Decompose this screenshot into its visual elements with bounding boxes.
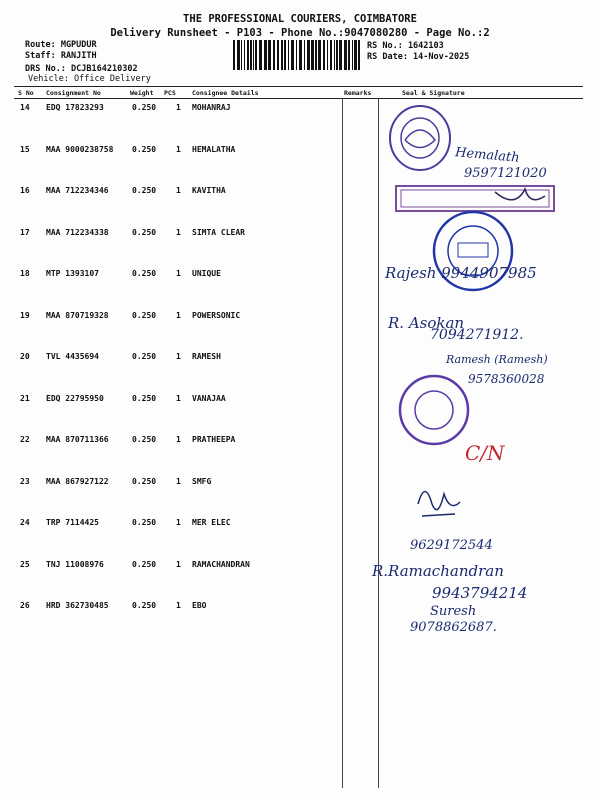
- row-weight: 0.250: [132, 518, 157, 527]
- row-consignment-no: MAA 712234346: [46, 186, 109, 195]
- barcode-bar: [323, 40, 325, 70]
- row-weight: 0.250: [132, 269, 157, 278]
- row-consignee: VANAJAA: [192, 394, 226, 403]
- col-weight: Weight: [130, 89, 154, 97]
- row-pcs: 1: [176, 311, 181, 320]
- row-consignment-no: MAA 9000238758: [46, 145, 114, 154]
- page-subtitle: Delivery Runsheet - P103 - Phone No.:9047080280 - Page No.:2: [110, 27, 490, 39]
- barcode-image: [233, 40, 362, 70]
- barcode-bar: [253, 40, 254, 70]
- row-weight: 0.250: [132, 145, 157, 154]
- row-sno: 14: [20, 103, 30, 112]
- row-pcs: 1: [176, 352, 181, 361]
- row-pcs: 1: [176, 435, 181, 444]
- barcode-bar: [304, 40, 305, 70]
- barcode-bar: [358, 40, 360, 70]
- row-weight: 0.250: [132, 103, 157, 112]
- row-sno: 24: [20, 518, 30, 527]
- barcode-bar: [291, 40, 294, 70]
- barcode-bar: [336, 40, 338, 70]
- handwritten-hemalatha-phone: 9597121020: [464, 166, 547, 181]
- handwritten-ramesh-phone: 9578360028: [468, 372, 545, 386]
- row-sno: 15: [20, 145, 30, 154]
- barcode-bar: [244, 40, 245, 70]
- header-top-rule: [14, 86, 583, 87]
- col-consignee: Consignee Details: [192, 89, 259, 97]
- row-pcs: 1: [176, 394, 181, 403]
- row-weight: 0.250: [132, 311, 157, 320]
- row-pcs: 1: [176, 269, 181, 278]
- page-title: THE PROFESSIONAL COURIERS, COIMBATORE: [183, 13, 417, 25]
- barcode-bar: [299, 40, 302, 70]
- row-consignment-no: MAA 712234338: [46, 228, 109, 237]
- row-weight: 0.250: [132, 601, 157, 610]
- handwritten-asokan-name: R. Asokan: [388, 314, 465, 332]
- row-weight: 0.250: [132, 228, 157, 237]
- row-consignment-no: MAA 870711366: [46, 435, 109, 444]
- col-seal: Seal & Signature: [402, 89, 465, 97]
- barcode-bar: [264, 40, 267, 70]
- barcode-bar: [334, 40, 335, 70]
- stamp-vanajaa: [396, 372, 472, 448]
- barcode-bar: [339, 40, 342, 70]
- row-pcs: 1: [176, 518, 181, 527]
- row-consignment-no: HRD 362730485: [46, 601, 109, 610]
- barcode-bar: [318, 40, 321, 70]
- row-pcs: 1: [176, 560, 181, 569]
- barcode-bar: [315, 40, 317, 70]
- barcode-bar: [250, 40, 252, 70]
- drs-number: DRS No.: DCJB164210302: [25, 64, 138, 74]
- row-consignment-no: MAA 870719328: [46, 311, 109, 320]
- row-consignment-no: EDQ 17823293: [46, 103, 104, 112]
- handwritten-mer-elec-phone: 9629172544: [410, 538, 493, 553]
- row-consignment-no: MTP 1393107: [46, 269, 99, 278]
- row-sno: 19: [20, 311, 30, 320]
- barcode-bar: [311, 40, 314, 70]
- rs-number: RS No.: 1642103: [367, 41, 444, 51]
- vehicle-label: Vehicle: Office Delivery: [28, 74, 151, 84]
- row-consignee: POWERSONIC: [192, 311, 241, 320]
- row-weight: 0.250: [132, 186, 157, 195]
- row-consignee: KAVITHA: [192, 186, 226, 195]
- barcode-bar: [348, 40, 350, 70]
- row-pcs: 1: [176, 228, 181, 237]
- row-consignment-no: TRP 7114425: [46, 518, 99, 527]
- row-consignee: PRATHEEPA: [192, 435, 236, 444]
- row-consignee: UNIQUE: [192, 269, 221, 278]
- barcode-bar: [352, 40, 353, 70]
- col-sno: S No: [18, 89, 34, 97]
- handwritten-ramesh-name: Ramesh (Ramesh): [446, 353, 548, 366]
- handwritten-hemalatha-signature: Hemalath: [454, 145, 521, 166]
- row-consignee: HEMALATHA: [192, 145, 236, 154]
- row-consignment-no: MAA 867927122: [46, 477, 109, 486]
- row-weight: 0.250: [132, 560, 157, 569]
- handwritten-suresh-name: Suresh: [430, 604, 477, 619]
- handwritten-rajesh: Rajesh 9944907985: [385, 264, 537, 282]
- col-consignment: Consignment No: [46, 89, 101, 97]
- row-pcs: 1: [176, 186, 181, 195]
- barcode-bar: [281, 40, 283, 70]
- barcode-bar: [273, 40, 275, 70]
- row-consignee: MOHANRAJ: [192, 103, 231, 112]
- barcode-bar: [296, 40, 297, 70]
- row-pcs: 1: [176, 477, 181, 486]
- row-sno: 20: [20, 352, 30, 361]
- handwritten-asokan-phone: 7094271912.: [430, 327, 524, 343]
- row-weight: 0.250: [132, 477, 157, 486]
- row-consignment-no: TVL 4435694: [46, 352, 99, 361]
- handwritten-suresh-phone: 9078862687.: [410, 620, 497, 635]
- row-weight: 0.250: [132, 394, 157, 403]
- barcode-bar: [268, 40, 271, 70]
- row-sno: 25: [20, 560, 30, 569]
- row-sno: 21: [20, 394, 30, 403]
- barcode-bar: [344, 40, 347, 70]
- row-sno: 26: [20, 601, 30, 610]
- row-consignee: MER ELEC: [192, 518, 231, 527]
- row-sno: 16: [20, 186, 30, 195]
- barcode-bar: [330, 40, 332, 70]
- barcode-bar: [277, 40, 279, 70]
- barcode-bar: [255, 40, 257, 70]
- row-sno: 18: [20, 269, 30, 278]
- rs-date: RS Date: 14-Nov-2025: [367, 52, 470, 62]
- route-label: Route: MGPUDUR: [25, 40, 97, 50]
- barcode-bar: [307, 40, 310, 70]
- seal-divider: [378, 98, 379, 788]
- col-pcs: PCS: [164, 89, 176, 97]
- row-weight: 0.250: [132, 352, 157, 361]
- barcode-bar: [327, 40, 328, 70]
- barcode-bar: [233, 40, 235, 70]
- row-sno: 23: [20, 477, 30, 486]
- row-pcs: 1: [176, 145, 181, 154]
- row-weight: 0.250: [132, 435, 157, 444]
- barcode-bar: [237, 40, 240, 70]
- row-sno: 22: [20, 435, 30, 444]
- handwritten-ramachandran-phone: 9943794214: [432, 584, 528, 602]
- remarks-divider: [342, 98, 343, 788]
- handwritten-cn: C/N: [465, 441, 505, 465]
- barcode-bar: [284, 40, 286, 70]
- row-consignee: EBO: [192, 601, 207, 610]
- barcode-bar: [241, 40, 242, 70]
- row-consignment-no: TNJ 11008976: [46, 560, 104, 569]
- row-consignee: RAMESH: [192, 352, 221, 361]
- row-pcs: 1: [176, 601, 181, 610]
- handwritten-ramachandran-name: R.Ramachandran: [372, 562, 504, 580]
- barcode-bar: [354, 40, 357, 70]
- row-consignee: SIMTA CLEAR: [192, 228, 245, 237]
- barcode-bar: [259, 40, 262, 70]
- barcode-bar: [247, 40, 249, 70]
- signature-smfg: [410, 474, 470, 524]
- row-consignee: RAMACHANDRAN: [192, 560, 250, 569]
- col-remarks: Remarks: [344, 89, 372, 97]
- row-pcs: 1: [176, 103, 181, 112]
- header-bottom-rule: [14, 98, 583, 99]
- row-consignee: SMFG: [192, 477, 212, 486]
- barcode-bar: [288, 40, 289, 70]
- row-sno: 17: [20, 228, 30, 237]
- staff-label: Staff: RANJITH: [25, 51, 97, 61]
- row-consignment-no: EDQ 22795950: [46, 394, 104, 403]
